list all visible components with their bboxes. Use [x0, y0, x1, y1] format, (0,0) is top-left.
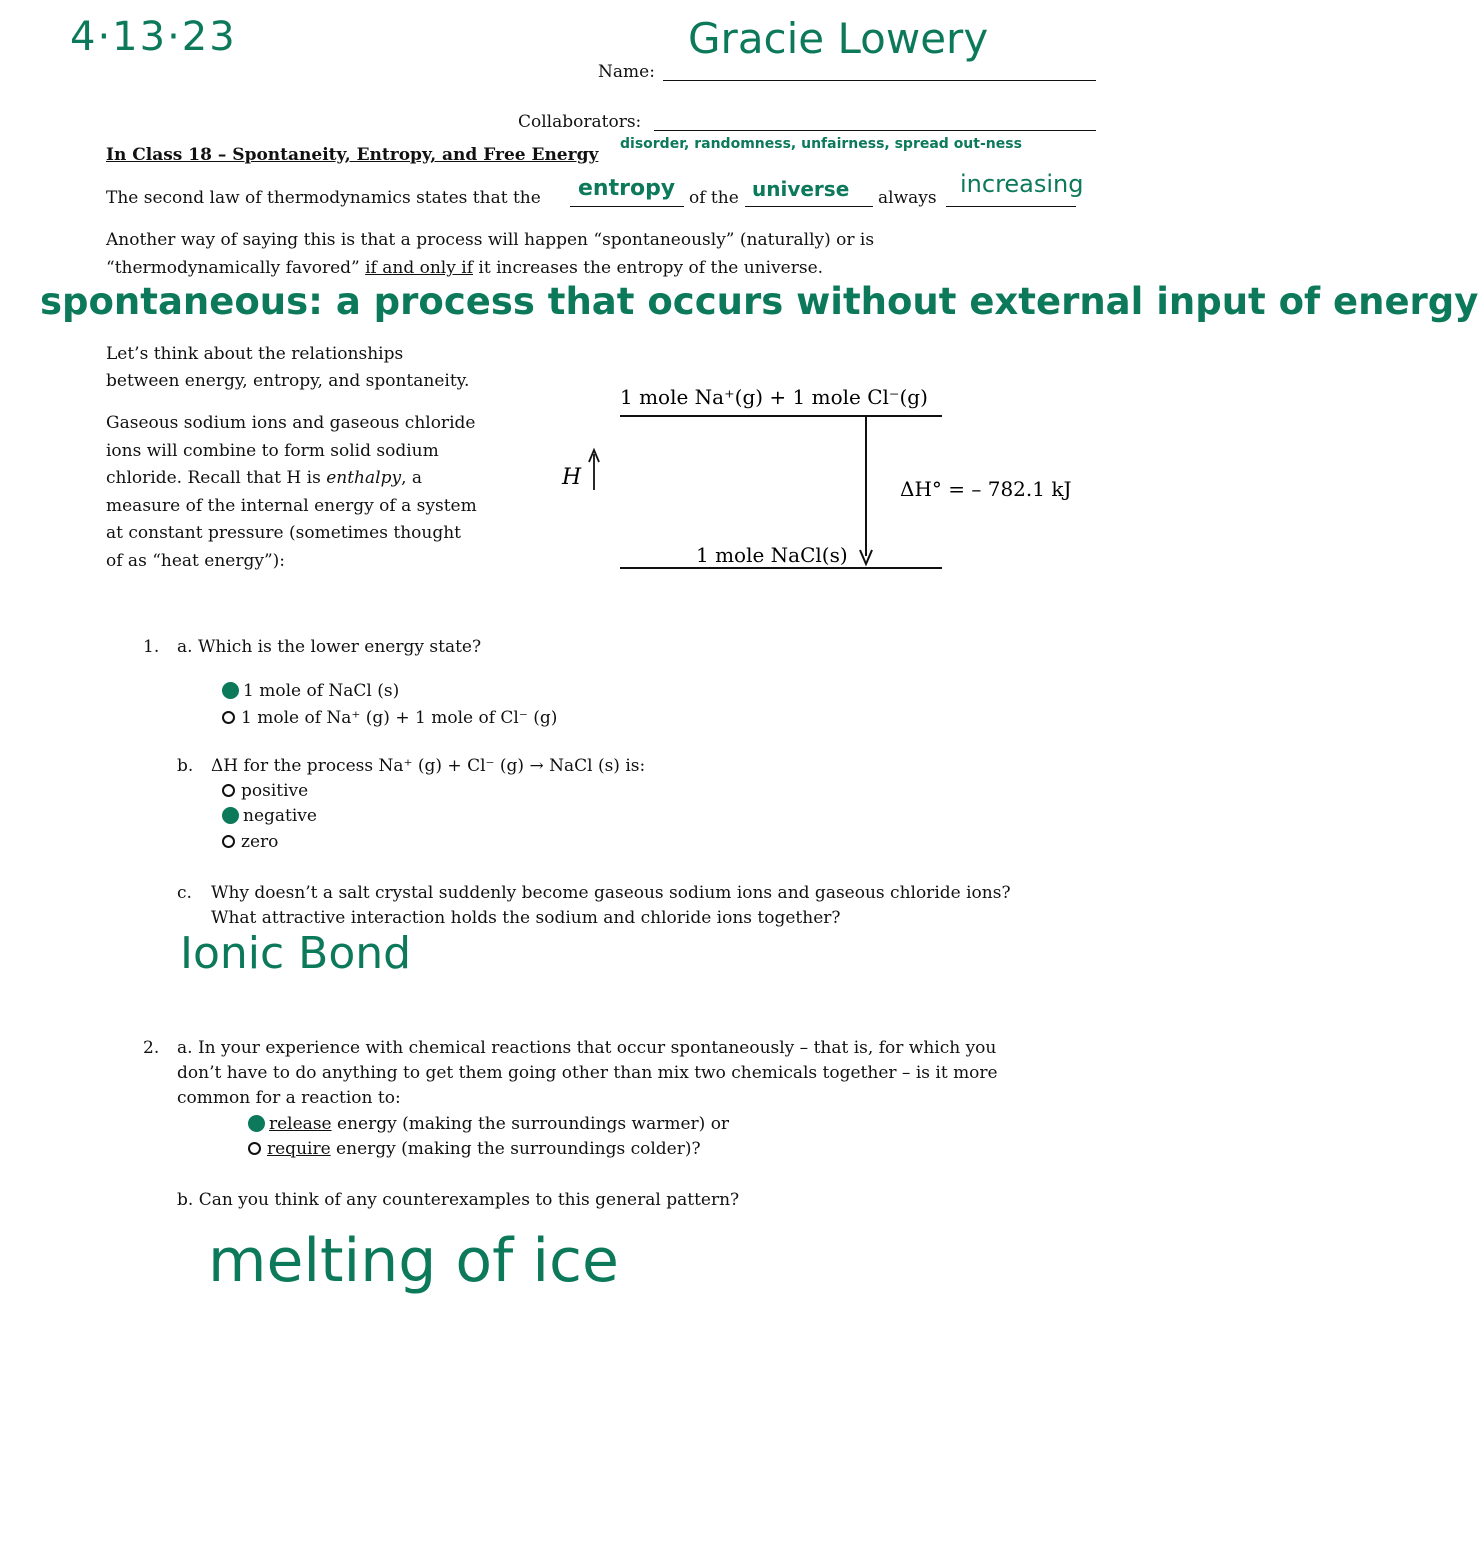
radio-filled-icon[interactable]: [222, 682, 239, 699]
radio-empty-icon[interactable]: [222, 784, 235, 797]
relationships-line-2: between energy, entropy, and spontaneity.: [106, 371, 470, 391]
another-way-line-2: [106, 258, 823, 278]
enthalpy-paragraph-3: [106, 468, 422, 488]
q1b-option-zero-label: zero: [241, 832, 279, 852]
handwritten-blank-1: entropy: [578, 176, 676, 201]
handwritten-entropy-meanings: disorder, randomness, unfairness, spread out-ness: [620, 136, 1022, 152]
q1a-option-2[interactable]: [222, 708, 557, 728]
radio-empty-icon[interactable]: [248, 1142, 261, 1155]
diagram-top-label: 1 mole Na⁺(g) + 1 mole Cl⁻(g): [620, 385, 928, 409]
q1a-prompt: a. Which is the lower energy state?: [177, 637, 482, 657]
handwritten-answer-1c: Ionic Bond: [180, 928, 412, 979]
require-word: require: [267, 1139, 331, 1159]
release-rest: energy (making the surroundings warmer) or: [331, 1114, 730, 1134]
increases-entropy-text: it increases the entropy of the universe.: [478, 258, 824, 278]
second-law-text-c: always: [878, 188, 937, 208]
q2a-option-release[interactable]: [248, 1114, 729, 1134]
iff-text: if and only if: [365, 258, 473, 278]
page-title: In Class 18 – Spontaneity, Entropy, and Free Energy: [106, 145, 599, 165]
radio-empty-icon[interactable]: [222, 711, 235, 724]
q1a-option-1-label: 1 mole of NaCl (s): [243, 681, 400, 701]
relationships-line-1: Let’s think about the relationships: [106, 344, 404, 364]
handwritten-answer-2b: melting of ice: [208, 1226, 619, 1296]
q2a-option-require[interactable]: [248, 1139, 701, 1159]
radio-filled-icon[interactable]: [248, 1115, 265, 1132]
another-way-line-1: Another way of saying this is that a process will happen “spontaneously” (naturally) or is: [106, 230, 875, 250]
q1c-prompt-line-1: Why doesn’t a salt crystal suddenly become gaseous sodium ions and gaseous chloride ions?: [211, 883, 1011, 903]
blank-line-2: [745, 206, 873, 207]
q1a-option-2-label: 1 mole of Na⁺ (g) + 1 mole of Cl⁻ (g): [241, 708, 558, 728]
q2a-prompt-line-1: a. In your experience with chemical reactions that occur spontaneously – that is, for which you: [177, 1038, 997, 1058]
q1b-option-negative[interactable]: [222, 806, 317, 826]
handwritten-student-name: Gracie Lowery: [688, 14, 989, 63]
name-label: Name:: [598, 62, 655, 82]
diagram-axis-label: H: [562, 465, 582, 490]
name-line: [663, 80, 1096, 81]
radio-empty-icon[interactable]: [222, 835, 235, 848]
blank-line-1: [570, 206, 684, 207]
handwritten-date: 4·13·23: [70, 14, 237, 60]
enthalpy-text-c: , a: [401, 468, 423, 488]
collaborators-label: Collaborators:: [518, 112, 642, 132]
q1b-prompt: ΔH for the process Na⁺ (g) + Cl⁻ (g) → NaCl (s) is:: [211, 756, 646, 776]
thermo-favored-text: “thermodynamically favored”: [106, 258, 360, 278]
diagram-bottom-label: 1 mole NaCl(s): [696, 543, 848, 567]
second-law-text-b: of the: [689, 188, 739, 208]
enthalpy-paragraph-4: measure of the internal energy of a system: [106, 496, 477, 516]
q1b-letter: b.: [177, 756, 194, 776]
require-rest: energy (making the surroundings colder)?: [330, 1139, 701, 1159]
enthalpy-paragraph-5: at constant pressure (sometimes thought: [106, 523, 461, 543]
q1a-option-1[interactable]: [222, 681, 399, 701]
diagram-delta-h: ΔH° = – 782.1 kJ: [900, 477, 1072, 501]
second-law-text-a: The second law of thermodynamics states that the: [106, 188, 541, 208]
enthalpy-term: enthalpy: [326, 468, 402, 488]
enthalpy-diagram: [550, 370, 1110, 590]
q1c-prompt-line-2: What attractive interaction holds the sodium and chloride ions together?: [211, 908, 841, 928]
handwritten-spontaneous-definition: spontaneous: a process that occurs without external input of energy: [40, 280, 1478, 323]
collaborators-line: [654, 130, 1096, 131]
q2a-prompt-line-3: common for a reaction to:: [177, 1088, 401, 1108]
q2a-prompt-line-2: don’t have to do anything to get them going other than mix two chemicals together – is it more: [177, 1063, 998, 1083]
q1-number: 1.: [143, 637, 160, 657]
q2-number: 2.: [143, 1038, 160, 1058]
q1b-option-positive-label: positive: [241, 781, 309, 801]
q1b-option-negative-label: negative: [243, 806, 317, 826]
q1b-option-zero[interactable]: [222, 832, 278, 852]
q1c-letter: c.: [177, 883, 192, 903]
q1b-option-positive[interactable]: [222, 781, 308, 801]
blank-line-3: [946, 206, 1076, 207]
q2b-prompt: b. Can you think of any counterexamples to this general pattern?: [177, 1190, 740, 1210]
handwritten-blank-2: universe: [752, 177, 850, 201]
enthalpy-paragraph-1: Gaseous sodium ions and gaseous chloride: [106, 413, 476, 433]
enthalpy-paragraph-2: ions will combine to form solid sodium: [106, 441, 439, 461]
enthalpy-paragraph-6: of as “heat energy”):: [106, 551, 285, 571]
enthalpy-text-a: chloride. Recall that H is: [106, 468, 327, 488]
handwritten-blank-3: increasing: [960, 170, 1084, 198]
release-word: release: [269, 1114, 332, 1134]
radio-filled-icon[interactable]: [222, 807, 239, 824]
